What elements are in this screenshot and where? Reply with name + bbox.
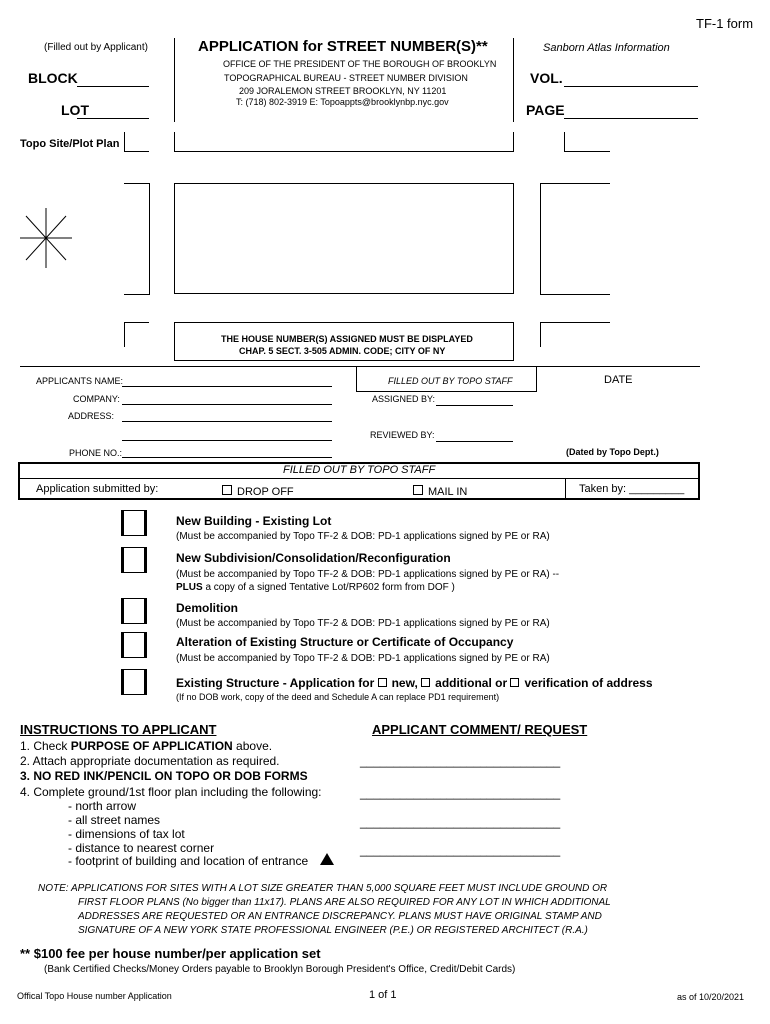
compass-star-icon (18, 206, 74, 270)
bureau-name: TOPOGRAPHICAL BUREAU - STREET NUMBER DIVISION (224, 73, 468, 83)
drop-off-checkbox-icon (222, 485, 232, 495)
header-divider-left (174, 38, 175, 122)
purpose-title-demolition: Demolition (176, 601, 238, 615)
purpose-title-subdivision: New Subdivision/Consolidation/Reconfiguration (176, 551, 451, 565)
lot-label: LOT (61, 102, 89, 118)
address-label: ADDRESS: (68, 411, 115, 421)
applicant-name-label: APPLICANTS NAME: (36, 376, 124, 386)
header-divider-right (513, 38, 514, 122)
sanborn-label: Sanborn Atlas Information (543, 42, 670, 54)
purpose-checkbox-demolition[interactable] (121, 598, 147, 624)
fee-subtitle: (Bank Certified Checks/Money Orders payable to Brooklyn Borough President's Office, Credit/Debit Cards) (44, 964, 516, 975)
filled-by-applicant-label: (Filled out by Applicant) (44, 42, 148, 53)
plus-note-text: a copy of a signed Tentative Lot/RP602 form from DOF ) (202, 582, 455, 593)
purpose-checkbox-alteration[interactable] (121, 632, 147, 658)
address-field-2[interactable] (122, 440, 332, 441)
taken-by-label: Taken by: _________ (579, 483, 685, 495)
instruction-3: 3. NO RED INK/PENCIL ON TOPO OR DOB FORMS (20, 769, 308, 783)
mail-in-label: MAIL IN (428, 486, 468, 498)
note-line-3: ADDRESSES ARE REQUESTED OR AN ENTRANCE DISCREPANCY. PLANS MUST HAVE ORIGINAL STAMP AND (78, 911, 602, 922)
instructions-heading: INSTRUCTIONS TO APPLICANT (20, 722, 217, 737)
note-line-2: FIRST FLOOR PLANS (No bigger than 11x17). PLANS ARE ALSO REQUIRED FOR ANY LOT IN WHICH ADDITIONAL (78, 897, 611, 908)
new-checkbox-icon[interactable] (378, 678, 387, 687)
comment-heading: APPLICANT COMMENT/ REQUEST (372, 722, 588, 737)
verification-checkbox-icon[interactable] (510, 678, 519, 687)
note-line-1: NOTE: APPLICATIONS FOR SITES WITH A LOT SIZE GREATER THAN 5,000 SQUARE FEET MUST INCLUDE GROUND OR (38, 883, 608, 894)
instruction-sub-item: - all street names (68, 813, 161, 827)
topo-staff-label: FILLED OUT BY TOPO STAFF (388, 376, 513, 386)
plot-block-upper (174, 183, 514, 294)
submitted-by-label: Application submitted by: (36, 483, 159, 495)
purpose-title-existing-structure: Existing Structure - Application for new, additional or verification of address (176, 676, 653, 690)
display-notice-line1: THE HOUSE NUMBER(S) ASSIGNED MUST BE DISPLAYED (221, 334, 473, 344)
entrance-triangle-icon (320, 853, 334, 865)
office-address: 209 JORALEMON STREET BROOKLYN, NY 11201 (239, 86, 447, 96)
purpose-note-subdivision-line2 (176, 582, 455, 593)
submission-staff-label: FILLED OUT BY TOPO STAFF (283, 464, 436, 476)
footer-date: as of 10/20/2021 (677, 992, 745, 1002)
purpose-note-alteration: (Must be accompanied by Topo TF-2 & DOB: PD-1 applications signed by PE or RA) (176, 653, 550, 664)
drop-off-label: DROP OFF (237, 486, 294, 498)
page-field[interactable] (564, 118, 698, 119)
assigned-by-field[interactable] (436, 405, 513, 406)
additional-checkbox-icon[interactable] (421, 678, 430, 687)
vol-label: VOL. (530, 70, 563, 86)
instruction-sub-item: - north arrow (68, 799, 137, 813)
office-name: OFFICE OF THE PRESIDENT OF THE BOROUGH OF BROOKLYN (223, 59, 497, 69)
assigned-by-label: ASSIGNED BY: (372, 394, 436, 404)
purpose-note-existing-structure: (If no DOB work, copy of the deed and Schedule A can replace PD1 requirement) (176, 692, 500, 702)
purpose-note-subdivision: (Must be accompanied by Topo TF-2 & DOB: PD-1 applications signed by PE or RA) -- (176, 569, 560, 580)
plus-emphasis: PLUS (176, 582, 203, 593)
page-number: 1 of 1 (369, 989, 397, 1001)
plot-plan-label: Topo Site/Plot Plan (20, 138, 120, 150)
page-label: PAGE (526, 102, 565, 118)
purpose-checkbox-subdivision[interactable] (121, 547, 147, 573)
purpose-title-new-building: New Building - Existing Lot (176, 514, 332, 528)
mail-in-checkbox-icon (413, 485, 423, 495)
date-label: DATE (604, 374, 633, 386)
reviewed-by-field[interactable] (436, 441, 513, 442)
footer-left: Offical Topo House number Application (17, 991, 172, 1001)
instruction-sub-item: - footprint of building and location of entrance (68, 854, 309, 868)
instruction-1: 1. Check PURPOSE OF APPLICATION above. (20, 739, 273, 753)
instruction-sub-item: - dimensions of tax lot (68, 827, 185, 841)
office-contact: T: (718) 802-3919 E: Topoappts@brooklynbp.nyc.gov (236, 97, 449, 107)
comment-line-1[interactable]: ______________________________ (360, 754, 561, 768)
block-field[interactable] (77, 86, 149, 87)
page-title: APPLICATION for STREET NUMBER(S)** (198, 38, 488, 55)
drop-off-option[interactable] (222, 485, 294, 498)
purpose-checkbox-new-building[interactable] (121, 510, 147, 536)
vol-field[interactable] (564, 86, 698, 87)
block-label: BLOCK (28, 70, 78, 86)
company-field[interactable] (122, 404, 332, 405)
purpose-note-demolition: (Must be accompanied by Topo TF-2 & DOB: PD-1 applications signed by PE or RA) (176, 618, 550, 629)
instruction-4: 4. Complete ground/1st floor plan including the following: (20, 785, 322, 799)
purpose-note-new-building: (Must be accompanied by Topo TF-2 & DOB: PD-1 applications signed by PE or RA) (176, 531, 550, 542)
address-field-1[interactable] (122, 421, 332, 422)
comment-line-2[interactable]: ______________________________ (360, 786, 561, 800)
purpose-checkbox-existing-structure[interactable] (121, 669, 147, 695)
note-line-4: SIGNATURE OF A NEW YORK STATE PROFESSIONAL ENGINEER (P.E.) OR REGISTERED ARCHITECT (R.A.) (78, 925, 588, 936)
form-code: TF-1 form (696, 16, 754, 31)
comment-line-3[interactable]: ______________________________ (360, 815, 561, 829)
applicant-name-field[interactable] (122, 386, 332, 387)
display-notice-line2: CHAP. 5 SECT. 3-505 ADMIN. CODE; CITY OF NY (239, 346, 446, 356)
comment-line-4[interactable]: ______________________________ (360, 843, 561, 857)
lot-field[interactable] (77, 118, 149, 119)
phone-label: PHONE NO.: (69, 448, 123, 458)
company-label: COMPANY: (73, 394, 120, 404)
dated-by-label: (Dated by Topo Dept.) (566, 447, 659, 457)
instruction-sub-item: - distance to nearest corner (68, 841, 215, 855)
phone-field[interactable] (122, 457, 332, 458)
reviewed-by-label: REVIEWED BY: (370, 430, 435, 440)
fee-title: ** $100 fee per house number/per application set (20, 946, 321, 961)
mail-in-option[interactable] (413, 485, 467, 498)
instruction-2: 2. Attach appropriate documentation as required. (20, 754, 280, 768)
purpose-title-alteration: Alteration of Existing Structure or Certificate of Occupancy (176, 635, 514, 649)
